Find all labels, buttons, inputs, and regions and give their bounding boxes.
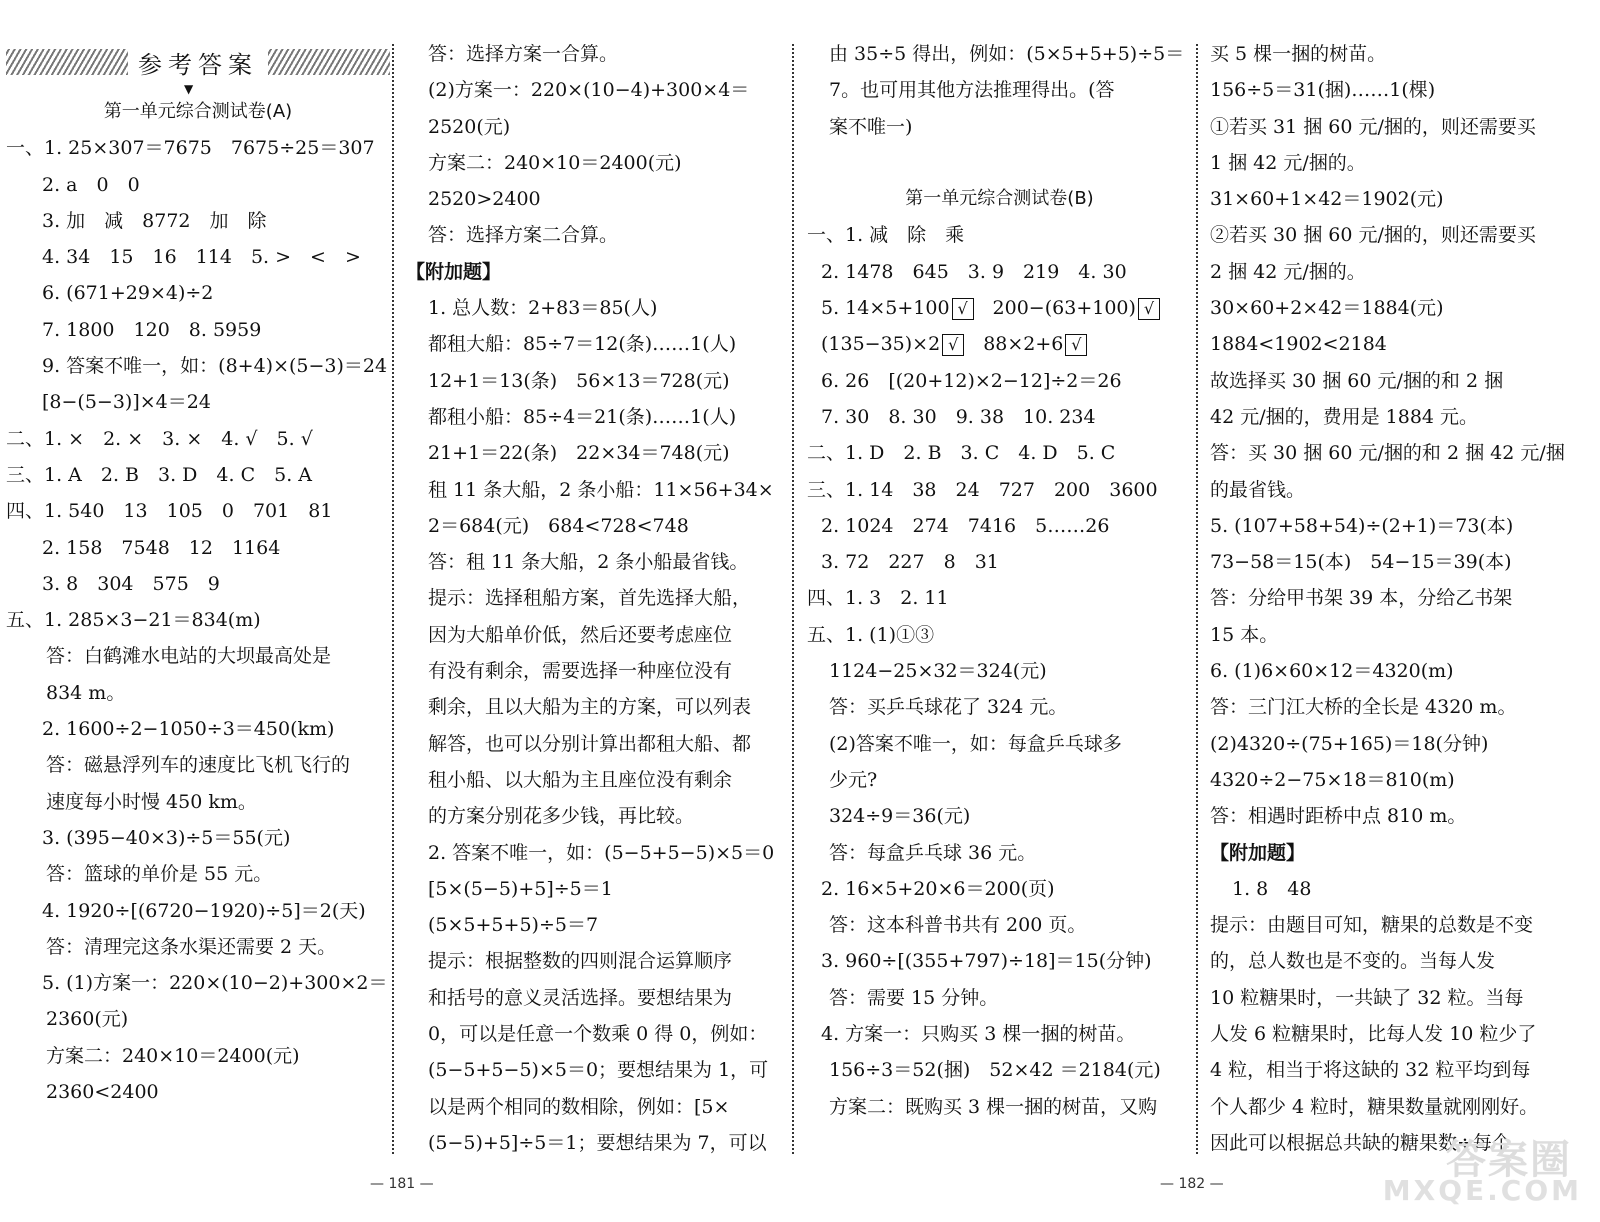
answer-line [807,181,1192,217]
answer-line [406,145,784,181]
answer-text: 7. 1800 120 8. 5959 [42,318,262,341]
answer-text: 3. 8 304 575 9 [42,572,220,595]
answer-line [807,326,1192,362]
answer-line [406,580,784,616]
answer-text: 因此可以根据总共缺的糖果数÷每个 [1210,1131,1511,1154]
answer-line [406,1089,784,1125]
answer-text: 四、1. 3 2. 11 [807,587,949,610]
answer-text: 2. 158 7548 12 1164 [42,536,281,559]
answer-text: 2. 1478 645 3. 9 219 4. 30 [821,260,1127,283]
answer-text: 73−58＝15(本) 54−15＝39(本) [1210,551,1512,574]
answer-text: 6. (1)6×60×12＝4320(m) [1210,660,1454,683]
answer-text: 7。也可用其他方法推理得出。(答 [829,79,1115,102]
answer-text: 12+1＝13(条) 56×13＝728(元) [428,369,730,392]
answer-text: 2. a 0 0 [42,173,140,196]
answer-text: 3. (395−40×3)÷5＝55(元) [42,826,291,849]
answer-line [6,130,390,166]
answer-text: (2)方案一：220×(10−4)+300×4＝ [428,79,750,102]
answer-text: 2360<2400 [46,1081,159,1104]
answer-line [406,435,784,471]
answer-line [406,689,784,725]
answer-line [807,580,1192,616]
answer-line [1210,980,1595,1016]
answer-text: 有没有剩余，需要选择一种座位没有 [428,660,733,683]
answer-line [6,1074,390,1110]
answer-text: 1. 总人数：2+83＝85(人) [428,297,658,320]
answer-line [1210,290,1595,326]
answer-text: 834 m。 [46,681,126,704]
answer-line [807,1016,1192,1052]
answer-text: ①若买 31 捆 60 元/捆的，则还需要买 [1210,115,1536,138]
answer-text: 答：租 11 条大船，2 条小船最省钱。 [428,551,749,574]
answer-line [6,493,390,529]
answer-line [406,109,784,145]
answer-text: 答：选择方案一合算。 [428,43,619,65]
answer-line [807,798,1192,834]
answer-line [6,384,390,420]
answer-text: 4 粒，相当于将这缺的 32 粒平均到每 [1210,1059,1531,1082]
answer-text: 答：选择方案二合算。 [428,224,619,247]
answer-line [6,530,390,566]
answer-line [807,907,1192,943]
answer-text: 2. 16×5+20×6＝200(页) [821,877,1055,900]
answer-line [1210,1052,1595,1088]
answer-line [6,893,390,929]
column-2 [406,36,784,1161]
answer-line [6,1001,390,1037]
answer-line [406,653,784,689]
page-title: 参考答案 [138,50,258,79]
check-box-icon: √ [942,334,964,356]
answer-text: 五、1. (1)①③ [807,623,935,646]
answer-text: 一、1. 减 除 乘 [807,224,965,247]
answer-text: 的，总人数也是不变的。当每人发 [1210,950,1496,973]
answer-text: 租小船、以大船为主且座位没有剩余 [428,768,733,791]
answer-text: 答：相遇时距桥中点 810 m。 [1210,805,1467,828]
answer-line [406,36,784,72]
answer-line [807,290,1192,326]
answer-text: 答：篮球的单价是 55 元。 [46,863,273,886]
answer-text: 三、1. A 2. B 3. D 4. C 5. A [6,463,313,486]
answer-text: 6. (671+29×4)÷2 [42,282,214,305]
answer-text: 方案二：既购买 3 棵一捆的树苗，又购 [829,1095,1158,1118]
answer-text: 答：这本科普书共有 200 页。 [829,914,1087,937]
answer-text: 速度每小时慢 450 km。 [46,790,257,813]
answer-line [406,798,784,834]
answer-line [406,363,784,399]
answer-text: 提示：根据整数的四则混合运算顺序 [428,950,733,973]
answer-text: 1 捆 42 元/捆的。 [1210,151,1366,174]
answer-line [1210,217,1595,253]
answer-line [6,94,390,130]
answer-text: 88×2+6 [964,333,1064,356]
answer-line [807,835,1192,871]
answer-line [406,254,784,290]
answer-text: 方案二：240×10＝2400(元) [46,1044,300,1067]
answer-text: 四、1. 540 13 105 0 701 81 [6,500,333,523]
answer-text: [5×(5−5)+5]÷5＝1 [428,877,613,900]
answer-line [1210,472,1595,508]
answer-text: 3. 960÷[(355+797)÷18]＝15(分钟) [821,950,1152,973]
answer-text: 9. 答案不唯一，如：(8+4)×(5−3)＝24 [42,355,388,378]
answer-text: (5−5+5−5)×5＝0；要想结果为 1，可 [428,1059,769,1082]
answer-line [1210,399,1595,435]
answer-text: 2＝684(元) 684<728<748 [428,514,689,537]
answer-text: 答：每盒乒乓球 36 元。 [829,841,1037,864]
answer-line [6,602,390,638]
answer-line [6,457,390,493]
page-number-right: — 182 — [1160,1176,1224,1192]
answer-line [406,907,784,943]
answer-text: 的方案分别花多少钱，再比较。 [428,805,695,828]
watermark-text: 答案圈 [1446,1137,1572,1183]
answer-text: 5. (1)方案一：220×(10−2)+300×2＝ [42,972,388,995]
answer-line [406,980,784,1016]
answer-text: [8−(5−3)]×4＝24 [42,391,211,414]
check-box-icon: √ [1138,298,1160,320]
answer-text: 30×60+2×42＝1884(元) [1210,297,1444,320]
answer-text: 10 粒糖果时，一共缺了 32 粒。当每 [1210,986,1524,1009]
answer-line [6,421,390,457]
answer-line [6,820,390,856]
answer-text: 答：清理完这条水渠还需要 2 天。 [46,935,337,958]
answer-line [406,181,784,217]
answer-text: 2360(元) [46,1008,129,1031]
answer-line [6,203,390,239]
column-divider [1196,44,1198,1154]
answer-text: 第一单元综合测试卷(A) [103,101,293,122]
answer-line [1210,1016,1595,1052]
page-number-left: — 181 — [370,1176,434,1192]
answer-line [1210,36,1595,72]
answer-line [807,980,1192,1016]
answer-line [807,544,1192,580]
answer-line [6,638,390,674]
answer-text: 都租大船：85÷7＝12(条)……1(人) [428,333,737,356]
answer-line [406,762,784,798]
answer-text: 答：分给甲书架 39 本，分给乙书架 [1210,587,1513,610]
answer-text: 5. 14×5+100 [821,297,950,320]
answer-line [807,762,1192,798]
answer-line [807,72,1192,108]
answer-line [406,835,784,871]
answer-line [807,1089,1192,1125]
answer-line [807,145,1192,181]
answer-line [1210,653,1595,689]
answer-text: 三、1. 14 38 24 727 200 3600 [807,478,1158,501]
answer-line [406,326,784,362]
answer-text: 2. 答案不唯一，如：(5−5+5−5)×5＝0 [428,841,775,864]
answer-line [1210,689,1595,725]
answer-line [6,167,390,203]
answer-line [807,943,1192,979]
answer-text: 提示：选择租船方案，首先选择大船， [428,587,752,610]
answer-line [1210,762,1595,798]
answer-line [406,1052,784,1088]
answer-text: 4. 34 15 16 114 5. > < > [42,246,361,269]
watermark-url: MXQE.COM [1382,1174,1582,1207]
answer-line [406,508,784,544]
answer-line [406,72,784,108]
answer-text: 案不唯一) [829,115,913,138]
answer-text: 答：白鹤滩水电站的大坝最高处是 [46,645,332,668]
answer-text: 1. 8 48 [1232,877,1312,900]
answer-text: ②若买 30 捆 60 元/捆的，则还需要买 [1210,224,1536,247]
answer-text: 都租小船：85÷4＝21(条)……1(人) [428,405,737,428]
answer-line [807,1052,1192,1088]
answer-text: 和括号的意义灵活选择。要想结果为 [428,986,733,1009]
answer-text: 个人都少 4 粒时，糖果数量就刚刚好。 [1210,1095,1539,1118]
answer-line [807,399,1192,435]
answer-line [406,871,784,907]
column-4 [1210,36,1595,1161]
answer-line [406,943,784,979]
answer-text: 剩余，且以大船为主的方案，可以列表 [428,696,752,719]
answer-line [807,617,1192,653]
answer-text: 答：买 30 捆 60 元/捆的和 2 捆 42 元/捆 [1210,442,1565,465]
answer-text: 二、1. × 2. × 3. × 4. √ 5. √ [6,427,313,450]
answer-line [6,239,390,275]
answer-line [6,348,390,384]
answer-line [1210,508,1595,544]
check-box-icon: √ [1065,334,1087,356]
answer-text: 以是两个相同的数相除，例如：[5× [428,1095,730,1118]
answer-text: 156÷3＝52(捆) 52×42 ＝2184(元) [829,1059,1161,1082]
answer-text: 买 5 棵一捆的树苗。 [1210,43,1387,65]
answer-text: 1124−25×32＝324(元) [829,660,1047,683]
banner-hatch-right [268,49,390,75]
answer-line [1210,943,1595,979]
answer-text: 方案二：240×10＝2400(元) [428,151,682,174]
answer-line [1210,726,1595,762]
answer-line [406,290,784,326]
answer-text: 一、1. 25×307＝7675 7675÷25＝307 [6,137,375,160]
answer-line [807,254,1192,290]
answer-text: 五、1. 285×3−21＝834(m) [6,609,261,632]
answer-text: (135−35)×2 [821,333,941,356]
answer-text: 少元? [829,768,878,791]
answer-line [1210,181,1595,217]
answer-text: 2520>2400 [428,188,541,211]
answer-text: 5. (107+58+54)÷(2+1)＝73(本) [1210,514,1514,537]
answer-line [6,711,390,747]
answer-line [1210,109,1595,145]
answer-line [1210,835,1595,871]
answer-line [406,217,784,253]
answer-text: 【附加题】 [1210,841,1306,864]
answer-line [1210,1089,1595,1125]
answer-line [6,747,390,783]
answer-line [1210,72,1595,108]
answer-text: 1884<1902<2184 [1210,333,1387,356]
answer-line [1210,544,1595,580]
answer-text: 7. 30 8. 30 9. 38 10. 234 [821,405,1096,428]
answer-line [807,435,1192,471]
answer-text: 2 捆 42 元/捆的。 [1210,260,1366,283]
answer-line [406,1016,784,1052]
answer-text: 2. 1024 274 7416 5……26 [821,514,1110,537]
answer-text: 4320÷2−75×18＝810(m) [1210,768,1455,791]
answer-text: 2520(元) [428,115,511,138]
answer-line [1210,145,1595,181]
answer-text: 提示：由题目可知，糖果的总数是不变 [1210,914,1534,937]
answer-text: 二、1. D 2. B 3. C 4. D 5. C [807,442,1116,465]
column-divider [392,44,394,1154]
answer-line [406,472,784,508]
column-3 [807,36,1192,1125]
answer-line [807,217,1192,253]
answer-line [807,726,1192,762]
answer-text: 答：需要 15 分钟。 [829,986,999,1009]
answer-text: 3. 加 减 8772 加 除 [42,209,267,232]
answer-line [6,965,390,1001]
answer-text: 【附加题】 [406,260,502,283]
column-1 [6,36,390,1110]
answer-text: 4. 1920÷[(6720−1920)÷5]＝2(天) [42,899,366,922]
answer-line [6,856,390,892]
answer-line [406,1125,784,1161]
answer-line [1210,907,1595,943]
answer-text: 答：三门江大桥的全长是 4320 m。 [1210,696,1517,719]
answer-line [6,784,390,820]
answer-text: 42 元/捆的，费用是 1884 元。 [1210,405,1479,428]
answer-line [807,472,1192,508]
answer-text: 答：磁悬浮列车的速度比飞机飞行的 [46,754,351,777]
answer-text: 因为大船单价低，然后还要考虑座位 [428,623,733,646]
answer-line [807,689,1192,725]
answer-line [6,929,390,965]
answer-line [1210,435,1595,471]
answer-line [6,1038,390,1074]
answer-line [1210,326,1595,362]
answer-text: 解答，也可以分别计算出都租大船、都 [428,732,752,755]
answer-line [406,544,784,580]
answer-text: (5−5)+5]÷5＝1；要想结果为 7，可以 [428,1131,767,1154]
answer-banner [6,36,390,96]
watermark-logo [1382,1128,1582,1208]
answer-text: 2. 1600÷2−1050÷3＝450(km) [42,718,335,741]
answer-text: 15 本。 [1210,623,1279,646]
answer-text: 3. 72 227 8 31 [821,551,999,574]
answer-text: 租 11 条大船，2 条小船：11×56+34× [428,478,774,501]
answer-text: 0，可以是任意一个数乘 0 得 0，例如： [428,1023,768,1046]
chevron-down-icon: ▼ [184,82,194,96]
answer-text: 31×60+1×42＝1902(元) [1210,188,1444,211]
answer-line [406,726,784,762]
answer-text: 第一单元综合测试卷(B) [905,188,1094,210]
answer-line [6,566,390,602]
answer-text: 324÷9＝36(元) [829,805,971,828]
answer-line [1210,798,1595,834]
answer-text: 由 35÷5 得出，例如：(5×5+5+5)÷5＝ [829,43,1185,65]
check-box-icon: √ [952,298,974,320]
answer-line [1210,254,1595,290]
answer-text: 的最省钱。 [1210,478,1306,501]
answer-text: 故选择买 30 捆 60 元/捆的和 2 捆 [1210,369,1504,392]
column-divider [792,44,794,1154]
answer-line [807,36,1192,72]
answer-text: 人发 6 粒糖果时，比每人发 10 粒少了 [1210,1023,1537,1046]
answer-text: (2)4320÷(75+165)＝18(分钟) [1210,732,1489,755]
answer-text: 4. 方案一：只购买 3 棵一捆的树苗。 [821,1023,1136,1046]
answer-text: (2)答案不唯一，如：每盒乒乓球多 [829,732,1122,755]
answer-text: 6. 26 [(20+12)×2−12]÷2＝26 [821,369,1122,392]
answer-text: (5×5+5+5)÷5＝7 [428,914,599,937]
answer-line [6,675,390,711]
answer-line [807,109,1192,145]
answer-line [807,508,1192,544]
answer-line [6,275,390,311]
answer-line [807,871,1192,907]
answer-line [807,363,1192,399]
answer-line [1210,363,1595,399]
answer-text: 答：买乒乓球花了 324 元。 [829,696,1068,719]
answer-line [406,617,784,653]
answer-text: 156÷5＝31(捆)……1(棵) [1210,79,1436,102]
answer-line [1210,871,1595,907]
banner-hatch-left [6,49,128,75]
answer-line [1210,580,1595,616]
answer-line [1210,617,1595,653]
answer-text: 21+1＝22(条) 22×34＝748(元) [428,442,730,465]
answer-line [406,399,784,435]
answer-line [6,312,390,348]
answer-line [807,653,1192,689]
answer-text: 200−(63+100) [973,297,1136,320]
